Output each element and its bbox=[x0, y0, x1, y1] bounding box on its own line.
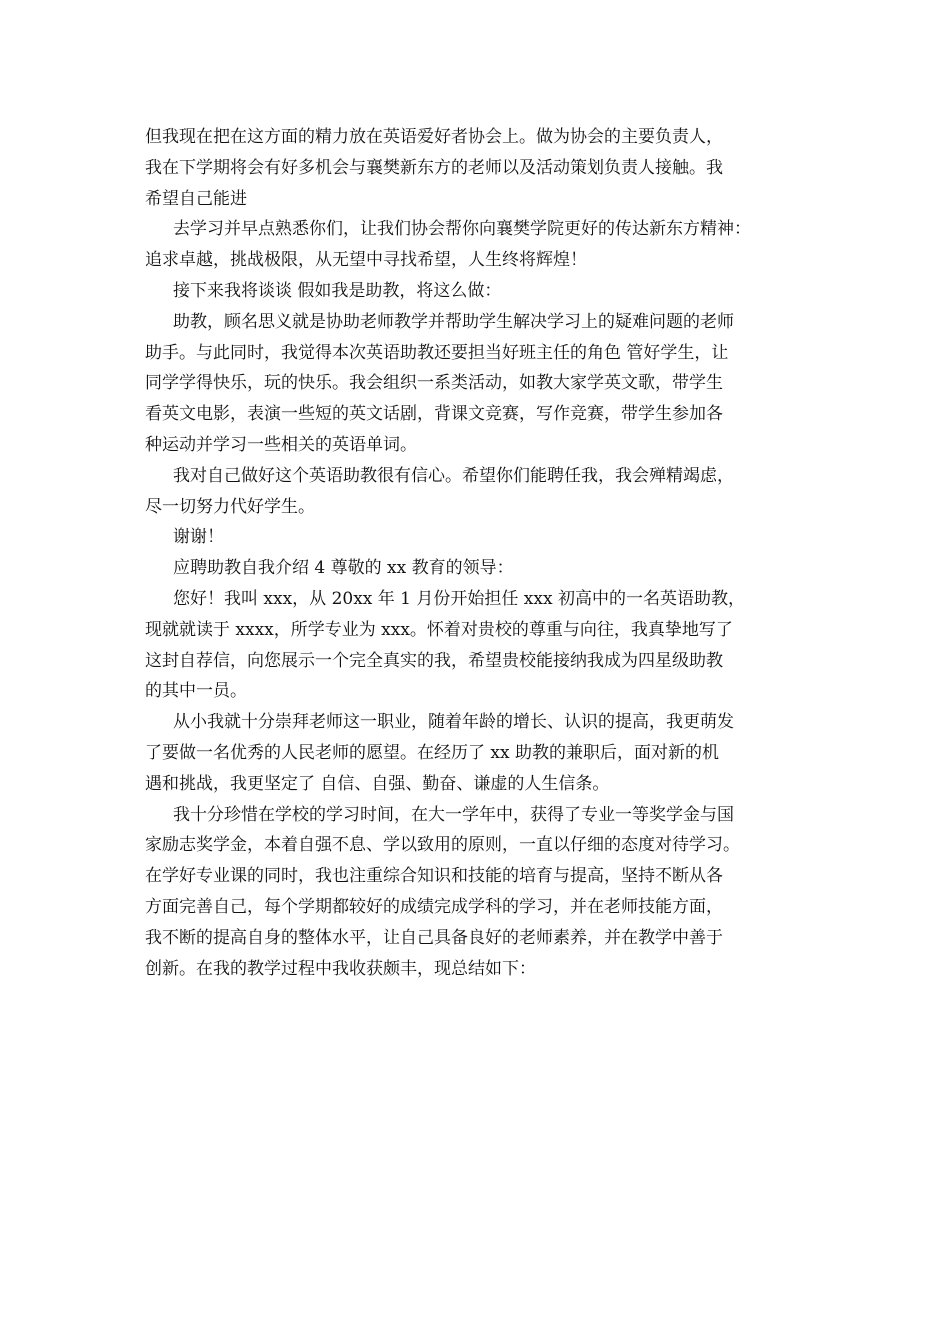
text-line: 应聘助教自我介绍 4 尊敬的 xx 教育的领导： bbox=[173, 558, 514, 579]
text-line: 看英文电影，表演一些短的英文话剧，背课文竞赛，写作竞赛，带学生参加各 bbox=[145, 404, 723, 425]
document-body bbox=[145, 122, 845, 984]
text-line: 现就就读于 xxxx，所学专业为 xxx。怀着对贵校的尊重与向往，我真挚地写了 bbox=[145, 619, 733, 640]
text-line: 我在下学期将会有好多机会与襄樊新东方的老师以及活动策划负责人接触。我 bbox=[145, 157, 723, 178]
text-line: 希望自己能进 bbox=[145, 188, 247, 209]
text-line: 创新。在我的教学过程中我收获颇丰，现总结如下： bbox=[145, 958, 536, 979]
text-line: 我十分珍惜在学校的学习时间，在大一学年中，获得了专业一等奖学金与国 bbox=[173, 804, 734, 825]
text-line: 这封自荐信，向您展示一个完全真实的我，希望贵校能接纳我成为四星级助教 bbox=[145, 650, 723, 671]
text-line: 我不断的提高自身的整体水平，让自己具备良好的老师素养，并在教学中善于 bbox=[145, 927, 723, 948]
text-line: 家励志奖学金，本着自强不息、学以致用的原则，一直以仔细的态度对待学习。 bbox=[145, 835, 740, 856]
text-line: 种运动并学习一些相关的英语单词。 bbox=[145, 434, 417, 455]
text-line: 谢谢！ bbox=[173, 527, 224, 548]
text-line: 遇和挑战，我更坚定了 自信、自强、勤奋、谦虚的人生信条。 bbox=[145, 773, 610, 794]
text-line: 您好！我叫 xxx，从 20xx 年 1 月份开始担任 xxx 初高中的一名英语助教， bbox=[173, 588, 745, 609]
text-line: 从小我就十分崇拜老师这一职业，随着年龄的增长、认识的提高，我更萌发 bbox=[173, 712, 734, 733]
text-line: 在学好专业课的同时，我也注重综合知识和技能的培育与提高，坚持不断从各 bbox=[145, 866, 723, 887]
text-line: 我对自己做好这个英语助教很有信心。希望你们能聘任我，我会殚精竭虑， bbox=[173, 465, 734, 486]
text-line: 同学学得快乐，玩的快乐。我会组织一系类活动，如教大家学英文歌，带学生 bbox=[145, 373, 723, 394]
text-line: 了要做一名优秀的人民老师的愿望。在经历了 xx 助教的兼职后，面对新的机 bbox=[145, 742, 719, 763]
text-line: 追求卓越，挑战极限，从无望中寻找希望，人生终将辉煌！ bbox=[145, 250, 587, 271]
text-line: 接下来我将谈谈 假如我是助教，将这么做： bbox=[173, 280, 502, 301]
text-line: 助手。与此同时，我觉得本次英语助教还要担当好班主任的角色 管好学生，让 bbox=[145, 342, 729, 363]
text-line: 助教，顾名思义就是协助老师教学并帮助学生解决学习上的疑难问题的老师 bbox=[173, 311, 734, 332]
text-line: 方面完善自己，每个学期都较好的成绩完成学科的学习，并在老师技能方面， bbox=[145, 896, 723, 917]
text-line: 尽一切努力代好学生。 bbox=[145, 496, 315, 517]
text-line: 但我现在把在这方面的精力放在英语爱好者协会上。做为协会的主要负责人， bbox=[145, 127, 723, 147]
text-line: 的其中一员。 bbox=[145, 681, 247, 702]
text-line: 去学习并早点熟悉你们，让我们协会帮你向襄樊学院更好的传达新东方精神： bbox=[173, 219, 751, 240]
